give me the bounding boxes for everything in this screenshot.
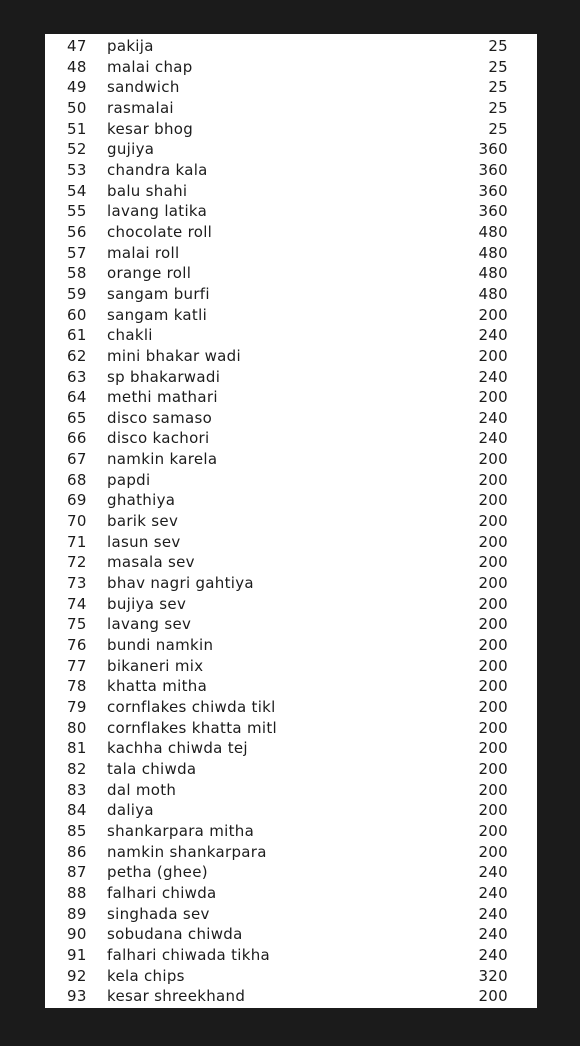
item-number: 55: [67, 202, 87, 221]
item-name: cornflakes chiwda tikl: [107, 698, 276, 716]
item-price: 200: [478, 615, 508, 634]
item-number: 53: [67, 160, 87, 179]
item-price: 240: [478, 408, 508, 427]
item-number: 92: [67, 966, 87, 985]
item-price: 200: [478, 677, 508, 696]
list-item: [45, 614, 537, 635]
list-item: [45, 490, 537, 511]
item-name: bhav nagri gahtiya: [107, 574, 254, 593]
list-item: [45, 738, 537, 759]
list-item: [45, 325, 537, 346]
item-price: 480: [478, 284, 508, 303]
item-price: 200: [478, 987, 508, 1006]
item-price: 200: [478, 821, 508, 840]
item-price: 200: [478, 512, 508, 531]
item-name: balu shahi: [107, 181, 188, 200]
item-number: 50: [67, 98, 87, 117]
item-price: 200: [478, 739, 508, 758]
item-name: falhari chiwada tikha: [107, 945, 271, 964]
list-item: [45, 243, 537, 264]
item-name: barik sev: [107, 512, 179, 531]
list-item: [45, 470, 537, 491]
item-number: 88: [67, 883, 87, 902]
item-price: 25: [488, 98, 508, 117]
item-number: 84: [67, 801, 87, 820]
item-name: lasun sev: [107, 532, 181, 551]
item-number: 86: [67, 842, 87, 861]
item-number: 54: [67, 181, 87, 200]
item-number: 74: [67, 594, 87, 613]
item-number: 87: [67, 863, 87, 882]
item-price: 200: [478, 698, 508, 716]
list-item: [45, 697, 537, 718]
item-name: bujiya sev: [107, 594, 187, 613]
item-name: shankarpara mitha: [107, 821, 255, 840]
item-price: 25: [488, 78, 508, 97]
item-name: chakli: [107, 326, 153, 345]
item-price: 200: [478, 718, 508, 737]
item-name: chandra kala: [107, 160, 208, 179]
item-number: 79: [67, 698, 87, 716]
list-item: [45, 532, 537, 553]
list-item: [45, 635, 537, 656]
item-number: 85: [67, 821, 87, 840]
item-name: kesar shreekhand: [107, 987, 246, 1006]
list-item: [45, 449, 537, 470]
list-item: [45, 924, 537, 945]
item-name: orange roll: [107, 264, 192, 283]
list-item: [45, 511, 537, 532]
item-number: 56: [67, 222, 87, 241]
item-price: 200: [478, 450, 508, 469]
item-price: 200: [478, 636, 508, 655]
item-number: 64: [67, 388, 87, 407]
item-name: pakija: [107, 37, 154, 55]
item-number: 78: [67, 677, 87, 696]
item-number: 83: [67, 780, 87, 799]
list-item: [45, 139, 537, 160]
item-name: chocolate roll: [107, 222, 213, 241]
item-number: 48: [67, 57, 87, 76]
item-number: 70: [67, 512, 87, 531]
item-name: gujiya: [107, 140, 155, 159]
item-number: 68: [67, 470, 87, 489]
item-number: 89: [67, 904, 87, 923]
item-price: 240: [478, 945, 508, 964]
item-price: 200: [478, 346, 508, 365]
list-item: [45, 181, 537, 202]
list-item: [45, 945, 537, 966]
item-number: 75: [67, 615, 87, 634]
item-price: 480: [478, 222, 508, 241]
item-number: 51: [67, 119, 87, 138]
item-name: rasmalai: [107, 98, 174, 117]
item-number: 49: [67, 78, 87, 97]
item-price: 360: [478, 202, 508, 221]
item-number: 61: [67, 326, 87, 345]
item-number: 65: [67, 408, 87, 427]
item-name: bundi namkin: [107, 636, 214, 655]
list-item: [45, 986, 537, 1007]
list-item: [45, 676, 537, 697]
item-price: 480: [478, 264, 508, 283]
item-price: 200: [478, 574, 508, 593]
item-number: 59: [67, 284, 87, 303]
item-price: 480: [478, 243, 508, 262]
item-name: lavang latika: [107, 202, 208, 221]
item-number: 67: [67, 450, 87, 469]
item-name: ghathiya: [107, 491, 176, 510]
item-name: methi mathari: [107, 388, 218, 407]
list-item: [45, 594, 537, 615]
item-number: 72: [67, 553, 87, 572]
item-number: 71: [67, 532, 87, 551]
list-item: [45, 408, 537, 429]
item-price: 360: [478, 181, 508, 200]
item-name: lavang sev: [107, 615, 192, 634]
item-price: 200: [478, 553, 508, 572]
item-name: falhari chiwda: [107, 883, 217, 902]
item-name: namkin shankarpara: [107, 842, 267, 861]
item-number: 66: [67, 429, 87, 448]
item-name: masala sev: [107, 553, 195, 572]
list-item: [45, 966, 537, 987]
item-name: kachha chiwda tej: [107, 739, 248, 758]
item-name: disco kachori: [107, 429, 210, 448]
list-item: [45, 36, 537, 57]
item-number: 80: [67, 718, 87, 737]
item-name: cornflakes khatta mitl: [107, 718, 277, 737]
item-price: 320: [478, 966, 508, 985]
list-item: [45, 862, 537, 883]
list-item: [45, 718, 537, 739]
item-price: 200: [478, 470, 508, 489]
list-item: [45, 201, 537, 222]
item-number: 63: [67, 367, 87, 386]
item-name: kesar bhog: [107, 119, 194, 138]
item-price: 240: [478, 326, 508, 345]
item-price: 360: [478, 160, 508, 179]
item-price: 240: [478, 367, 508, 386]
item-name: malai roll: [107, 243, 180, 262]
list-item: [45, 77, 537, 98]
item-price: 360: [478, 140, 508, 159]
list-item: [45, 263, 537, 284]
item-number: 73: [67, 574, 87, 593]
item-price: 25: [488, 37, 508, 55]
list-item: [45, 387, 537, 408]
list-item: [45, 346, 537, 367]
item-name: singhada sev: [107, 904, 210, 923]
item-name: sp bhakarwadi: [107, 367, 221, 386]
item-number: 60: [67, 305, 87, 324]
list-item: [45, 800, 537, 821]
item-price: 240: [478, 904, 508, 923]
item-number: 47: [67, 37, 87, 55]
list-item: [45, 904, 537, 925]
item-price: 200: [478, 532, 508, 551]
item-price: 200: [478, 388, 508, 407]
item-name: khatta mitha: [107, 677, 208, 696]
item-number: 81: [67, 739, 87, 758]
list-item: [45, 119, 537, 140]
item-price: 240: [478, 925, 508, 944]
item-name: tala chiwda: [107, 759, 197, 778]
list-item: [45, 573, 537, 594]
item-name: petha (ghee): [107, 863, 208, 882]
list-item: [45, 759, 537, 780]
list-item: [45, 780, 537, 801]
price-list: [45, 34, 537, 1007]
list-item: [45, 428, 537, 449]
list-item: [45, 883, 537, 904]
item-name: malai chap: [107, 57, 193, 76]
list-item: [45, 222, 537, 243]
list-item: [45, 305, 537, 326]
item-number: 52: [67, 140, 87, 159]
item-price: 200: [478, 491, 508, 510]
item-name: namkin karela: [107, 450, 218, 469]
item-number: 82: [67, 759, 87, 778]
list-item: [45, 57, 537, 78]
item-price: 240: [478, 883, 508, 902]
item-price: 200: [478, 842, 508, 861]
item-price: 240: [478, 863, 508, 882]
item-name: papdi: [107, 470, 151, 489]
item-price: 25: [488, 57, 508, 76]
item-name: daliya: [107, 801, 154, 820]
item-number: 90: [67, 925, 87, 944]
item-name: sobudana chiwda: [107, 925, 243, 944]
item-name: disco samaso: [107, 408, 213, 427]
item-name: kela chips: [107, 966, 185, 985]
item-name: sandwich: [107, 78, 180, 97]
item-number: 62: [67, 346, 87, 365]
item-name: sangam burfi: [107, 284, 210, 303]
item-name: sangam katli: [107, 305, 208, 324]
item-price: 200: [478, 759, 508, 778]
item-number: 77: [67, 656, 87, 675]
price-list-sheet: [45, 34, 537, 1008]
item-number: 58: [67, 264, 87, 283]
list-item: [45, 367, 537, 388]
item-name: bikaneri mix: [107, 656, 204, 675]
item-number: 69: [67, 491, 87, 510]
item-name: mini bhakar wadi: [107, 346, 241, 365]
item-price: 200: [478, 656, 508, 675]
list-item: [45, 656, 537, 677]
item-price: 200: [478, 305, 508, 324]
item-price: 25: [488, 119, 508, 138]
list-item: [45, 821, 537, 842]
list-item: [45, 98, 537, 119]
item-number: 93: [67, 987, 87, 1006]
list-item: [45, 284, 537, 305]
item-number: 57: [67, 243, 87, 262]
list-item: [45, 842, 537, 863]
item-price: 200: [478, 801, 508, 820]
item-number: 91: [67, 945, 87, 964]
item-price: 200: [478, 594, 508, 613]
item-price: 240: [478, 429, 508, 448]
item-number: 76: [67, 636, 87, 655]
item-name: dal moth: [107, 780, 177, 799]
list-item: [45, 160, 537, 181]
list-item: [45, 552, 537, 573]
item-price: 200: [478, 780, 508, 799]
